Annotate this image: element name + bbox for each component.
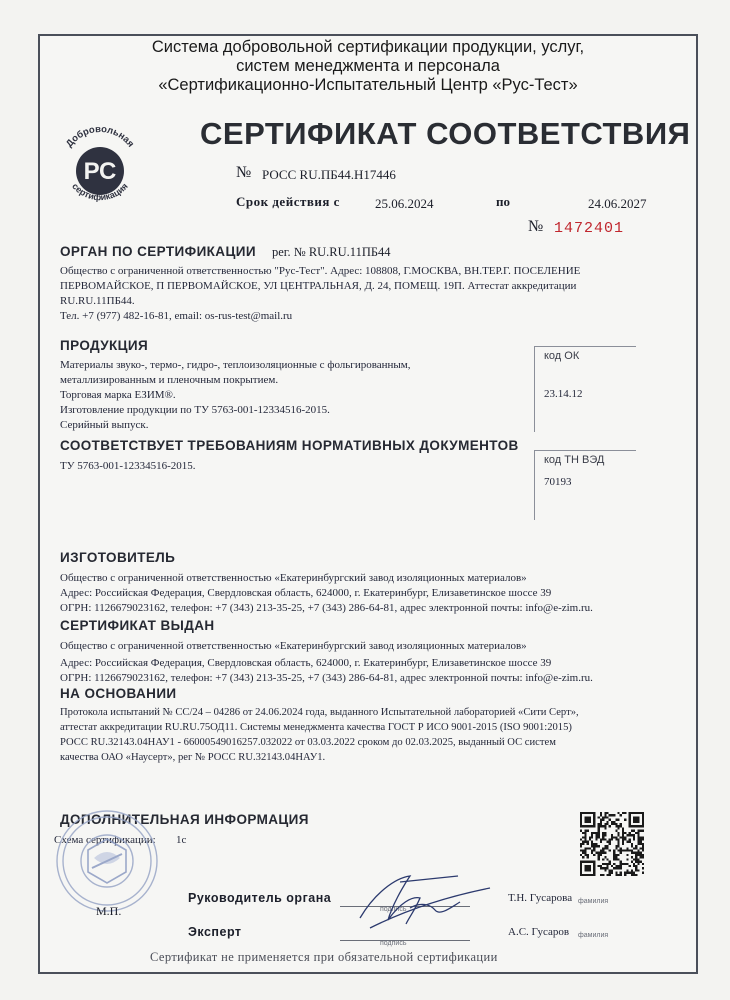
product-line-5: Серийный выпуск.	[60, 419, 149, 431]
logo-top-text: Добровольная	[63, 123, 137, 150]
basis-line-3: РОСС RU.32143.04НАУ1 - 66000549016257.032022 от 03.03.2022 сроком до 02.03.2025, выданный ОС систем	[60, 737, 556, 748]
cert-body-contacts: Тел. +7 (977) 482-16-81, email: os-rus-test@mail.ru	[60, 310, 293, 322]
stamp-seal	[52, 806, 162, 916]
header-line-1: Система добровольной сертификации продукции, услуг,	[151, 38, 585, 56]
header-line-3: «Сертификационно-Испытательный Центр «Рус-Тест»	[158, 76, 578, 94]
okp-code-label: код ОК	[544, 350, 580, 362]
head-of-body-label: Руководитель органа	[188, 891, 332, 905]
expert-name-caption: фамилия	[578, 932, 609, 939]
scheme-label: Схема сертификации:	[54, 834, 156, 846]
certificate-number: РОСС RU.ПБ44.Н17446	[262, 167, 396, 182]
product-line-3: Торговая марка ЕЗИМ®.	[60, 389, 176, 401]
cert-body-line-2: ПЕРВОМАЙСКОЕ, П ПЕРВОМАЙСКОЕ, УЛ ЦЕНТРАЛЬНАЯ, Д. 24, ПОМЕЩ. 19П. Аттестат аккредитации	[60, 280, 577, 292]
tnved-code-label: код ТН ВЭД	[544, 454, 605, 466]
product-line-2: металлизированным и пленочным покрытием.	[60, 374, 279, 386]
logo-bottom-text: сертификация	[70, 181, 130, 203]
scheme-value: 1с	[176, 834, 187, 846]
number-label: №	[236, 164, 252, 181]
cert-body-line-3: RU.RU.11ПБ44.	[60, 295, 135, 307]
section-heading-cert-body: ОРГАН ПО СЕРТИФИКАЦИИ	[60, 244, 256, 259]
manufacturer-line-1: Общество с ограниченной ответственностью «Екатеринбургский завод изоляционных материалов»	[60, 572, 527, 584]
qr-code	[580, 812, 644, 876]
section-heading-product: ПРОДУКЦИЯ	[60, 338, 149, 353]
validity-to: 24.06.2027	[588, 196, 647, 211]
certificate-sheet	[38, 34, 698, 974]
cert-body-reg: рег. № RU.RU.11ПБ44	[272, 245, 391, 259]
certificate-title: СЕРТИФИКАТ СООТВЕТСТВИЯ	[200, 116, 691, 151]
section-heading-conforms: СООТВЕТСТВУЕТ ТРЕБОВАНИЯМ НОРМАТИВНЫХ ДОКУМЕНТОВ	[60, 438, 519, 453]
logo-mark: РС	[83, 158, 117, 185]
issued-line-1: Общество с ограниченной ответственностью «Екатеринбургский завод изоляционных материалов»	[60, 640, 527, 652]
basis-line-1: Протокола испытаний № СС/24 – 04286 от 24.06.2024 года, выданного Испытательной лабораторией «Сити Серт»,	[60, 707, 579, 718]
expert-sign-caption: подпись	[380, 940, 407, 947]
head-name-caption: фамилия	[578, 898, 609, 905]
product-line-4: Изготовление продукции по ТУ 5763-001-12334516-2015.	[60, 404, 330, 416]
rostest-logo	[50, 116, 150, 216]
code-box-border	[534, 346, 535, 432]
expert-label: Эксперт	[188, 925, 242, 939]
basis-line-2: аттестат аккредитации RU.RU.75ОД11. Системы менеджмента качества ГОСТ Р ИСО 9001-2015 (ISO 9001:2015)	[60, 722, 572, 733]
code-box-border-top	[534, 346, 636, 347]
svg-text:Добровольная	[64, 124, 136, 150]
form-number: 1472401	[554, 220, 625, 237]
cert-body-line-1: Общество с ограниченной ответственностью "Рус-Тест". Адрес: 108808, Г.МОСКВА, ВН.ТЕР.Г. ПОСЕЛЕНИЕ	[60, 265, 581, 277]
basis-line-4: качества ОАО «Наусерт», рег № РОСС RU.32143.04НАУ1.	[60, 752, 326, 763]
manufacturer-line-3: ОГРН: 1126679023162, телефон: +7 (343) 213-35-25, +7 (343) 286-64-81, адрес электронной почты: info@e-zim.ru.	[60, 602, 593, 614]
footer-note: Сертификат не применяется при обязательной сертификации	[150, 950, 498, 964]
section-heading-manufacturer: ИЗГОТОВИТЕЛЬ	[60, 550, 176, 565]
handwritten-signature	[340, 858, 500, 938]
okp-code-value: 23.14.12	[544, 388, 583, 400]
head-name: Т.Н. Гусарова	[508, 892, 573, 904]
section-heading-additional: ДОПОЛНИТЕЛЬНАЯ ИНФОРМАЦИЯ	[60, 812, 309, 827]
tnved-box-border-top	[534, 450, 636, 451]
validity-label: Срок действия с	[236, 194, 340, 209]
validity-from: 25.06.2024	[375, 196, 434, 211]
section-heading-basis: НА ОСНОВАНИИ	[60, 686, 177, 701]
tnved-code-value: 70193	[544, 476, 572, 488]
header-line-2: систем менеджмента и персонала	[236, 57, 500, 75]
product-line-1: Материалы звуко-, термо-, гидро-, теплоизоляционные с фольгированным,	[60, 359, 411, 371]
tnved-box-border	[534, 450, 535, 520]
expert-name: А.С. Гусаров	[508, 926, 570, 938]
issued-line-3: ОГРН: 1126679023162, телефон: +7 (343) 213-35-25, +7 (343) 286-64-81, адрес электронной почты: info@e-zim.ru.	[60, 672, 593, 684]
issued-line-2: Адрес: Российская Федерация, Свердловская область, 624000, г. Екатеринбург, Елизаветинское шоссе 39	[60, 657, 552, 669]
validity-to-label: по	[496, 194, 510, 209]
conforms-text: ТУ 5763-001-12334516-2015.	[60, 460, 196, 472]
stamp-place-mp: М.П.	[96, 904, 122, 918]
manufacturer-line-2: Адрес: Российская Федерация, Свердловская область, 624000, г. Екатеринбург, Елизаветинское шоссе 39	[60, 587, 552, 599]
form-number-label: №	[528, 218, 544, 235]
head-sign-caption: подпись	[380, 906, 407, 913]
section-heading-issued: СЕРТИФИКАТ ВЫДАН	[60, 618, 215, 633]
